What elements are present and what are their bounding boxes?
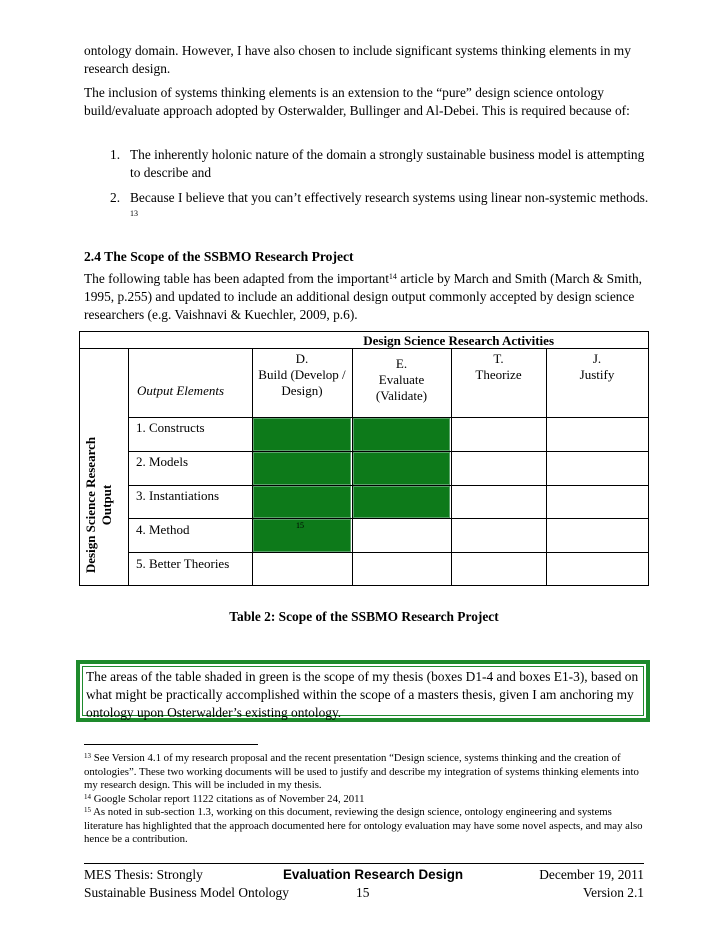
table-rule <box>128 552 649 553</box>
cell-d1-shaded <box>253 418 351 451</box>
row-label-better-theories: 5. Better Theories <box>136 556 230 571</box>
cell-d2-shaded <box>253 452 351 485</box>
paragraph-text-b: article by March and Smith (March & Smith, 1995, p.255) and updated to include an additional design output commonly accepted by design science researchers (e.g. Vaishnavi & Kuechler, 2009, p.6). <box>84 271 642 322</box>
col-header-j <box>546 351 648 383</box>
footnote-mark: 15 <box>84 806 91 814</box>
table-caption: Table 2: Scope of the SSBMO Research Project <box>229 609 499 624</box>
row-label-instantiations: 3. Instantiations <box>136 488 220 503</box>
footnote-13 <box>84 752 644 793</box>
footnote-separator <box>84 744 258 745</box>
col-label: Justify <box>579 367 615 382</box>
footnote-text: Google Scholar report 1122 citations as of November 24, 2011 <box>91 793 365 805</box>
col-label: Theorize <box>475 367 522 382</box>
row-label-constructs: 1. Constructs <box>136 420 205 435</box>
table-rule <box>128 485 649 486</box>
section-heading: 2.4 The Scope of the SSBMO Research Project <box>84 249 354 264</box>
paragraph-intro: ontology domain. However, I have also chosen to include significant systems thinking elements in my research design. <box>84 43 631 76</box>
row-label-method: 4. Method <box>136 522 190 537</box>
output-elements-label: Output Elements <box>137 383 225 398</box>
table-border-right <box>648 331 649 586</box>
scope-note-text: The areas of the table shaded in green is the scope of my thesis (boxes D1-4 and boxes E1-3), based on what might be practically accomplished within the scope of a masters thesis, given I am anchoring my ontology upon Osterwalder’s existing ontology. <box>86 669 639 720</box>
list-number: 2. <box>110 190 121 205</box>
footnote-mark: 14 <box>84 793 91 801</box>
footer-version: Version 2.1 <box>583 885 644 900</box>
table-border-top <box>79 331 649 332</box>
table-rule <box>128 518 649 519</box>
col-label: Evaluate (Validate) <box>375 372 428 403</box>
footnote-14 <box>84 793 644 807</box>
paragraph-table-intro <box>84 270 656 324</box>
col-header-d <box>252 351 352 399</box>
footnote-ref-14[interactable]: 14 <box>388 272 397 281</box>
cell-e3-shaded <box>353 486 450 518</box>
footnote-15 <box>84 806 644 847</box>
footnote-text: See Version 4.1 of my research proposal and the recent presentation “Design science, systems thinking and the creation of ontologies”. These two working documents will be used to justify and describe my integration of systems thinking elements into my research design. This will be included in my thesis. <box>84 752 639 791</box>
footer-left-line1: MES Thesis: Strongly <box>84 867 203 882</box>
list-text: The inherently holonic nature of the domain a strongly sustainable business model is attempting to describe and <box>130 147 645 180</box>
footnote-ref-13[interactable]: 13 <box>130 209 138 218</box>
col-header-t <box>451 351 546 383</box>
col-letter: D. <box>295 351 309 366</box>
col-label: Build (Develop / Design) <box>258 367 346 398</box>
footer-date: December 19, 2011 <box>539 867 644 882</box>
col-letter: J. <box>592 351 602 366</box>
list-text-body: Because I believe that you can’t effectively research systems using linear non-systemic methods. <box>130 190 649 205</box>
footnote-mark: 13 <box>84 752 91 760</box>
footnote-text: As noted in sub-section 1.3, working on this document, reviewing the design science, ontology engineering and systems literature has highlighted that the approach documented here for ontology evaluation may have some novel aspects, and may also hence be a contribution. <box>84 806 643 845</box>
paragraph-systems-thinking: The inclusion of systems thinking elements is an extension to the “pure” design science ontology build/evaluate approach adopted by Osterwalder, Bullinger and Al-Debei. This is required because of: <box>84 85 630 118</box>
cell-d3-shaded <box>253 486 351 518</box>
cell-e1-shaded <box>353 418 450 451</box>
table-rule <box>451 348 452 586</box>
table-border-left <box>79 331 80 586</box>
table-border-bottom <box>79 585 649 586</box>
cell-e2-shaded <box>353 452 450 485</box>
footer-separator <box>84 863 644 864</box>
table-rule <box>546 348 547 586</box>
list-text <box>130 189 650 225</box>
col-letter: E. <box>395 356 408 371</box>
table-rule <box>128 348 129 586</box>
paragraph-text-a: The following table has been adapted from the important <box>84 271 389 286</box>
footer-left-line2: Sustainable Business Model Ontology <box>84 885 289 900</box>
footer-page-number: 15 <box>356 885 370 900</box>
activities-header-text: Design Science Research Activities <box>363 333 554 348</box>
row-label-models: 2. Models <box>136 454 188 469</box>
footnote-ref-15[interactable]: 15 <box>296 521 304 530</box>
row-group-header: Design Science Research Output <box>83 436 114 574</box>
list-number: 1. <box>110 147 121 162</box>
table-rule <box>128 451 649 452</box>
col-header-e <box>352 356 451 404</box>
scope-note-box <box>76 660 650 722</box>
col-letter: T. <box>493 351 504 366</box>
footer-center-title: Evaluation Research Design <box>283 867 464 882</box>
table-rule <box>128 417 649 418</box>
